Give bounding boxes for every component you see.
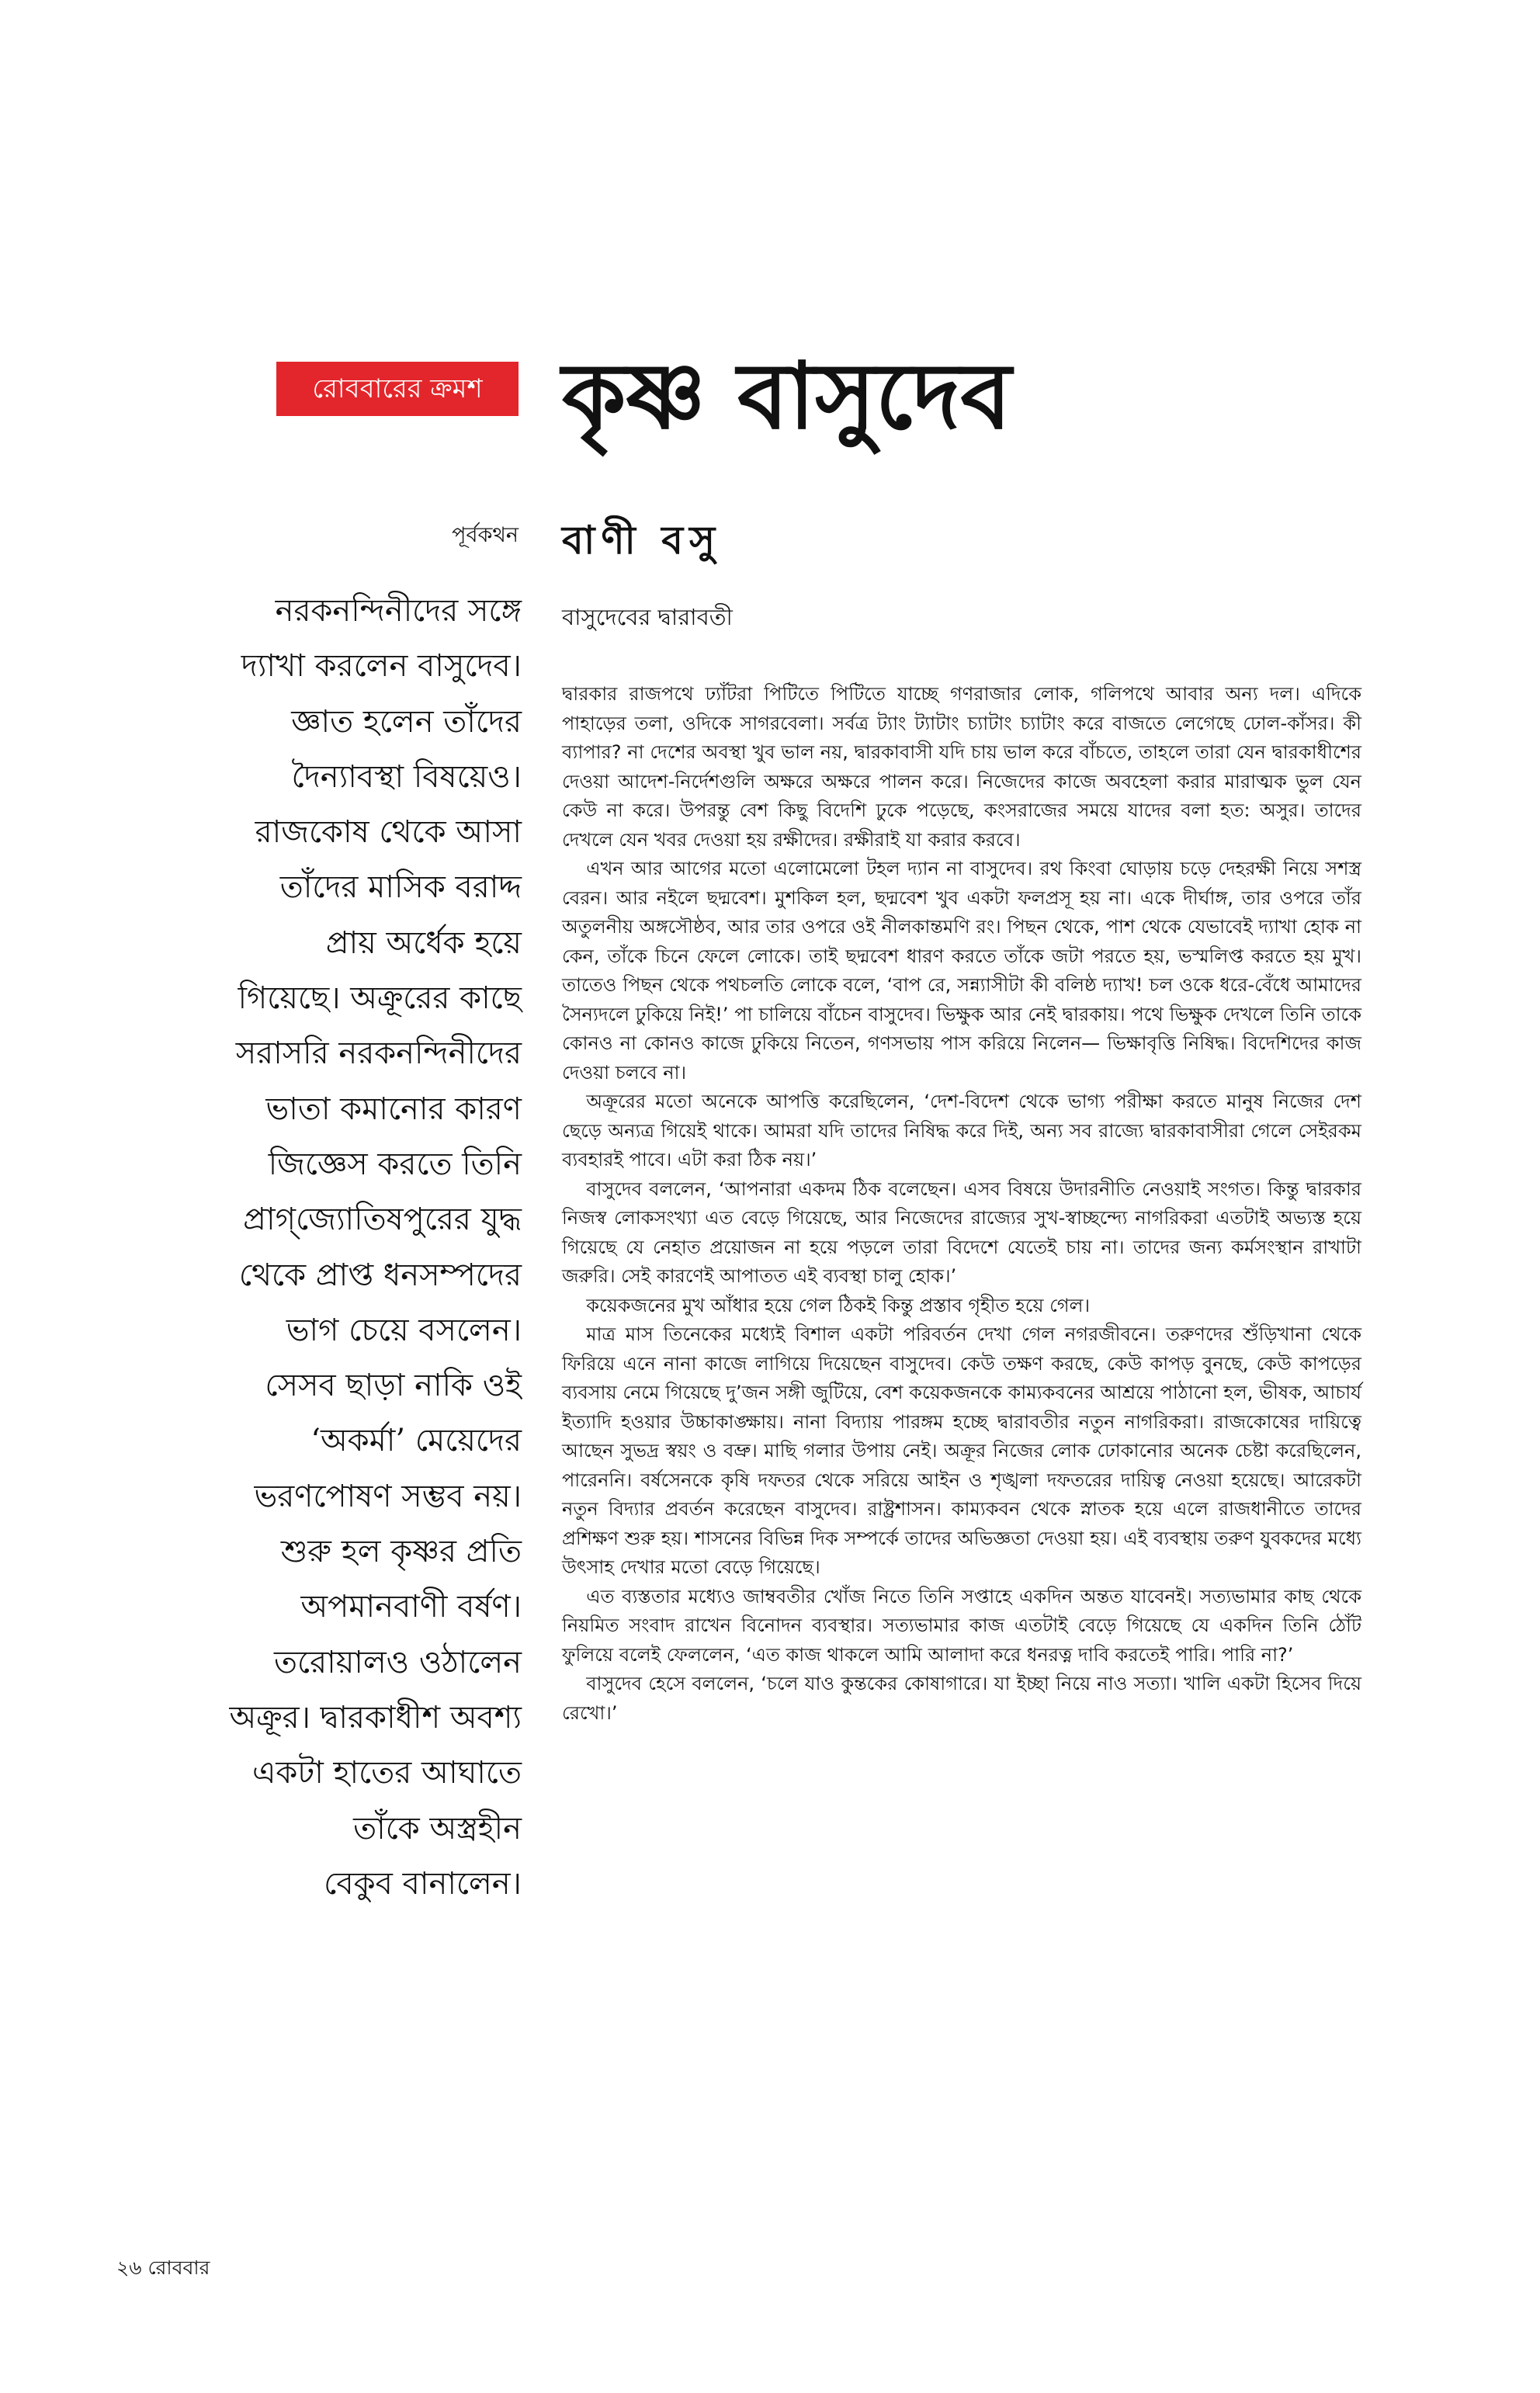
prologue-line: ভরণপোষণ সম্ভব নয়। [254, 1478, 522, 1514]
prologue-line: জিজ্ঞেস করতে তিনি [268, 1146, 522, 1182]
paragraph: অক্রূরের মতো অনেকে আপত্তি করেছিলেন, ‘দেশ-বিদেশ থেকে ভাগ্য পরীক্ষা করতে মানুষ নিজের দেশ ছেড়ে অন্যত্র গিয়েই থাকে। আমরা যদি তাদের নিষিদ্ধ করে দিই, অন্য সব রাজ্যে দ্বারকাবাসীরা গেলে সেইরকম ব্যবহারই পাবে। এটা করা ঠিক নয়।’ [562, 1091, 1361, 1170]
prologue-line: দৈন্যাবস্থা বিষয়েও। [291, 758, 522, 795]
prologue-column [116, 584, 522, 1912]
paragraph: দ্বারকার রাজপথে ঢ্যাঁটরা পিটিতে পিটিতে যাচ্ছে গণরাজার লোক, গলিপথে আবার অন্য দল। এদিকে পাহাড়ের তলা, ওদিকে সাগরবেলা। সর্বত্র ট্যাং ট্যাটাং চ্যাটাং চ্যাটাং করে বাজতে লেগেছে ঢোল-কাঁসর। কী ব্যাপার? না দেশের অবস্থা খুব ভাল নয়, দ্বারকাবাসী যদি চায় ভাল করে বাঁচতে, তাহলে তারা যেন দ্বারকাধীশের দেওয়া আদেশ-নির্দেশগুলি অক্ষরে অক্ষরে পালন করে। নিজেদের কাজে অবহেলা করার মারাত্মক ভুল যেন কেউ না করে। উপরন্তু বেশ কিছু বিদেশি ঢুকে পড়েছে, কংসরাজের সময়ে যাদের বলা হত: অসুর। তাদের দেখলে যেন খবর দেওয়া হয় রক্ষীদের। রক্ষীরাই যা করার করবে। [562, 683, 1361, 851]
prologue-line: নরকনন্দিনীদের সঙ্গে [275, 593, 522, 629]
paragraph: বাসুদেব বললেন, ‘আপনারা একদম ঠিক বলেছেন। এসব বিষয়ে উদারনীতি নেওয়াই সংগত। কিন্তু দ্বারকার নিজস্ব লোকসংখ্যা এত বেড়ে গিয়েছে, আর নিজেদের রাজ্যের সুখ-স্বাচ্ছন্দ্যে নাগরিকরা এতটাই অভ্যস্ত হয়ে গিয়েছে যে নেহাত প্রয়োজন না হয়ে পড়লে তারা বিদেশে যেতেই চায় না। তাদের জন্য কর্মসংস্থান রাখাটা জরুরি। সেই কারণেই আপাতত এই ব্যবস্থা চালু হোক।’ [562, 1177, 1361, 1287]
prologue-line: থেকে প্রাপ্ত ধনসম্পদের [238, 1257, 522, 1293]
prologue-line: অপমানবাণী বর্ষণ। [300, 1589, 522, 1625]
prologue-line: একটা হাতের আঘাতে [252, 1755, 522, 1791]
author-name: বাণী বসু [562, 518, 722, 563]
prologue-label: পূর্বকথন [452, 523, 519, 547]
prologue-line: তাঁকে অস্ত্রহীন [353, 1810, 522, 1847]
paragraph: এত ব্যস্ততার মধ্যেও জাম্ববতীর খোঁজ নিতে তিনি সপ্তাহে একদিন অন্তত যাবেনই। সত্যভামার কাছ থেকে নিয়মিত সংবাদ রাখেন বিনোদন ব্যবস্থার। সত্যভামার কাজ এতটাই বেড়ে গিয়েছে যে একদিন তিনি ঠোঁট ফুলিয়ে বলেই ফেললেন, ‘এত কাজ থাকলে আমি আলাদা করে ধনরত্ন দাবি করতেই পারি। পারি না?’ [562, 1585, 1361, 1666]
article-body [562, 680, 1361, 1728]
prologue-line: ভাতা কমানোর কারণ [265, 1091, 522, 1127]
prologue-line: সেসব ছাড়া নাকি ওই [265, 1368, 522, 1404]
series-tag: রোববারের ক্রমশ [276, 362, 519, 416]
prologue-line: ‘অকর্মা’ মেয়েদের [310, 1423, 522, 1459]
prologue-line: বেকুব বানালেন। [324, 1865, 522, 1902]
prologue-line: প্রাগ্‌জ্যোতিষপুরের যুদ্ধ [243, 1202, 522, 1238]
paragraph: কয়েকজনের মুখ আঁধার হয়ে গেল ঠিকই কিন্তু প্রস্তাব গৃহীত হয়ে গেল। [586, 1294, 1091, 1316]
page-footer: ২৬ রোববার [116, 2256, 210, 2279]
prologue-line: দ্যাখা করলেন বাসুদেব। [241, 648, 522, 685]
prologue-line: জ্ঞাত হলেন তাঁদের [291, 703, 522, 740]
paragraph: মাত্র মাস তিনেকের মধ্যেই বিশাল একটা পরিবর্তন দেখা গেল নগরজীবনে। তরুণদের শুঁড়িখানা থেকে ফিরিয়ে এনে নানা কাজে লাগিয়ে দিয়েছেন বাসুদেব। কেউ তক্ষণ করছে, কেউ কাপড় বুনছে, কেউ কাপড়ের ব্যবসায় নেমে গিয়েছে দু’জন সঙ্গী জুটিয়ে, বেশ কয়েকজনকে কাম্যকবনের আশ্রয়ে পাঠানো হল, ভীষক, আচার্য ইত্যাদি হওয়ার উচ্চাকাঙ্ক্ষায়। নানা বিদ্যায় পারঙ্গম হচ্ছে দ্বারাবতীর নতুন নাগরিকরা। রাজকোষের দায়িত্বে আছেন সুভদ্র স্বয়ং ও বভ্রু। মাছি গলার উপায় নেই। অক্রূর নিজের লোক ঢোকানোর অনেক চেষ্টা করেছিলেন, পারেননি। বর্ষসেনকে কৃষি দফতর থেকে সরিয়ে আইন ও শৃঙ্খলা দফতরের দায়িত্ব নেওয়া হয়েছে। আরেকটা নতুন বিদ্যার প্রবর্তন করেছেন বাসুদেব। রাষ্ট্রশাসন। কাম্যকবন থেকে স্নাতক হয়ে এলে রাজধানীতে তাদের প্রশিক্ষণ শুরু হয়। শাসনের বিভিন্ন দিক সম্পর্কে তাদের অভিজ্ঞতা দেওয়া হয়। এই ব্যবস্থায় তরুণ যুবকদের মধ্যে উৎসাহ দেখার মতো বেড়ে গিয়েছে। [562, 1323, 1361, 1578]
prologue-line: ভাগ চেয়ে বসলেন। [286, 1312, 522, 1348]
prologue-line: প্রায় অর্ধেক হয়ে [325, 924, 522, 961]
prologue-line: গিয়েছে। অক্রূরের কাছে [238, 980, 522, 1017]
prologue-line: তাঁদের মাসিক বরাদ্দ [279, 869, 522, 906]
prologue-line: সরাসরি নরকনন্দিনীদের [235, 1035, 522, 1072]
prologue-line: তরোয়ালও ওঠালেন [274, 1644, 522, 1680]
paragraph: এখন আর আগের মতো এলোমেলো টহল দ্যান না বাসুদেব। রথ কিংবা ঘোড়ায় চড়ে দেহরক্ষী নিয়ে সশস্ত্র বেরন। আর নইলে ছদ্মবেশ। মুশকিল হল, ছদ্মবেশ খুব একটা ফলপ্রসূ হয় না। একে দীর্ঘাঙ্গ, তার ওপরে তাঁর অতুলনীয় অঙ্গসৌষ্ঠব, আর তার ওপরে ওই নীলকান্তমণি রং। পিছন থেকে, পাশ থেকে যেভাবেই দ্যাখা হোক না কেন, তাঁকে চিনে ফেলে লোকে। তাই ছদ্মবেশ ধারণ করতে তাঁকে জটা পরতে হয়, ভস্মলিপ্ত করতে হয় মুখ। তাতেও পিছন থেকে পথচলতি লোকে বলে, ‘বাপ রে, সন্ন্যাসীটা কী বলিষ্ঠ দ্যাখ! চল ওকে ধরে-বেঁধে আমাদের সৈন্যদলে ঢুকিয়ে নিই!’ পা চালিয়ে বাঁচেন বাসুদেব। ভিক্ষুক আর নেই দ্বারকায়। পথে ভিক্ষুক দেখলে তিনি তাকে কোনও না কোনও কাজে ঢুকিয়ে নিতেন, গণসভায় পাস করিয়ে নিলেন— ভিক্ষাবৃত্তি নিষিদ্ধ। বিদেশিদের কাজ দেওয়া চলবে না। [562, 858, 1361, 1084]
paragraph: বাসুদেব হেসে বললেন, ‘চলে যাও কুন্তকের কোষাগারে। যা ইচ্ছা নিয়ে নাও সত্যা। খালি একটা হিসেব দিয়ে রেখো।’ [562, 1673, 1361, 1724]
prologue-line: অক্রূর। দ্বারকাধীশ অবশ্য [229, 1699, 522, 1736]
prologue-line: রাজকোষ থেকে আসা [255, 814, 522, 851]
section-heading: বাসুদেবের দ্বারাবতী [562, 604, 733, 630]
prologue-line: শুরু হল কৃষ্ণর প্রতি [280, 1534, 522, 1570]
page-title: কৃষ্ণ বাসুদেব [562, 342, 1012, 449]
